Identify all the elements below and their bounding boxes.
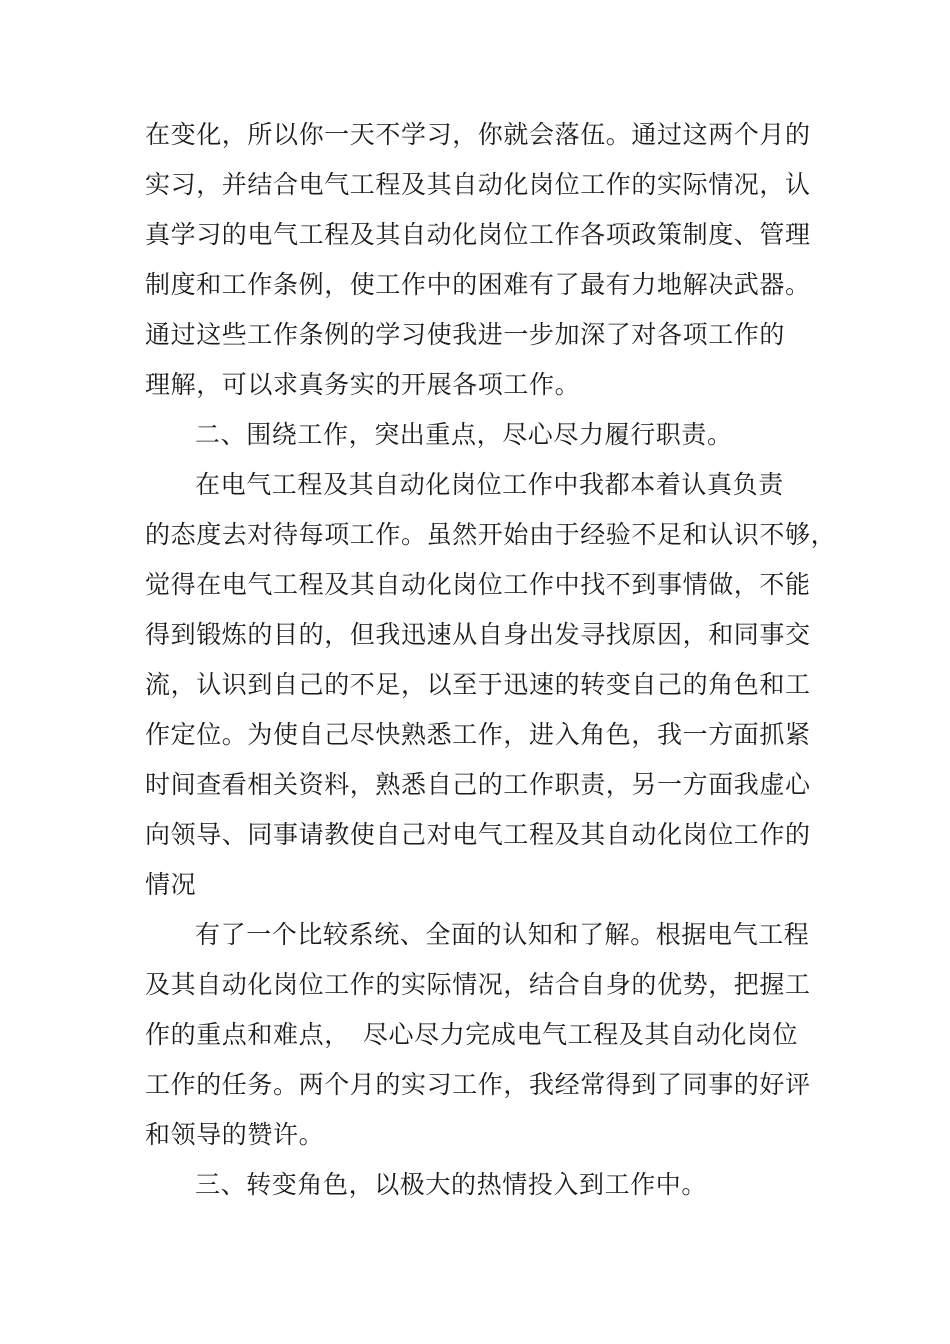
section-heading: 二、围绕工作，突出重点，尽心尽力履行职责。 [195, 420, 733, 449]
text-line: 的态度去对待每项工作。虽然开始由于经验不足和认识不够， [145, 520, 837, 549]
text-line: 有了一个比较系统、全面的认知和了解。根据电气工程 [195, 920, 810, 949]
text-line: 工作的任务。两个月的实习工作，我经常得到了同事的好评 [145, 1070, 811, 1099]
text-line: 觉得在电气工程及其自动化岗位工作中找不到事情做，不能 [145, 570, 811, 599]
text-line: 及其自动化岗位工作的实际情况，结合自身的优势，把握工 [145, 970, 811, 999]
text-line: 向领导、同事请教使自己对电气工程及其自动化岗位工作的 [145, 820, 811, 849]
text-line: 作定位。为使自己尽快熟悉工作，进入角色，我一方面抓紧 [145, 720, 811, 749]
text-line: 在变化，所以你一天不学习，你就会落伍。通过这两个月的 [145, 120, 811, 149]
text-line: 得到锻炼的目的，但我迅速从自身出发寻找原因，和同事交 [145, 620, 811, 649]
document-body [145, 110, 837, 1210]
text-line: 制度和工作条例，使工作中的困难有了最有力地解决武器。 [145, 270, 811, 299]
section-heading: 三、转变角色，以极大的热情投入到工作中。 [195, 1170, 708, 1199]
text-line: 和领导的赞许。 [145, 1120, 325, 1149]
text-line: 时间查看相关资料，熟悉自己的工作职责，另一方面我虚心 [145, 770, 811, 799]
text-line: 通过这些工作条例的学习使我进一步加深了对各项工作的 [145, 320, 786, 349]
text-line: 实习，并结合电气工程及其自动化岗位工作的实际情况，认 [145, 170, 811, 199]
text-line: 流，认识到自己的不足，以至于迅速的转变自己的角色和工 [145, 670, 811, 699]
text-line: 理解，可以求真务实的开展各项工作。 [145, 370, 581, 399]
text-line: 作的重点和难点， 尽心尽力完成电气工程及其自动化岗位 [145, 1020, 799, 1049]
text-line: 情况 [145, 870, 197, 899]
text-line: 在电气工程及其自动化岗位工作中我都本着认真负责 [195, 470, 784, 499]
text-line: 真学习的电气工程及其自动化岗位工作各项政策制度、管理 [145, 220, 811, 249]
